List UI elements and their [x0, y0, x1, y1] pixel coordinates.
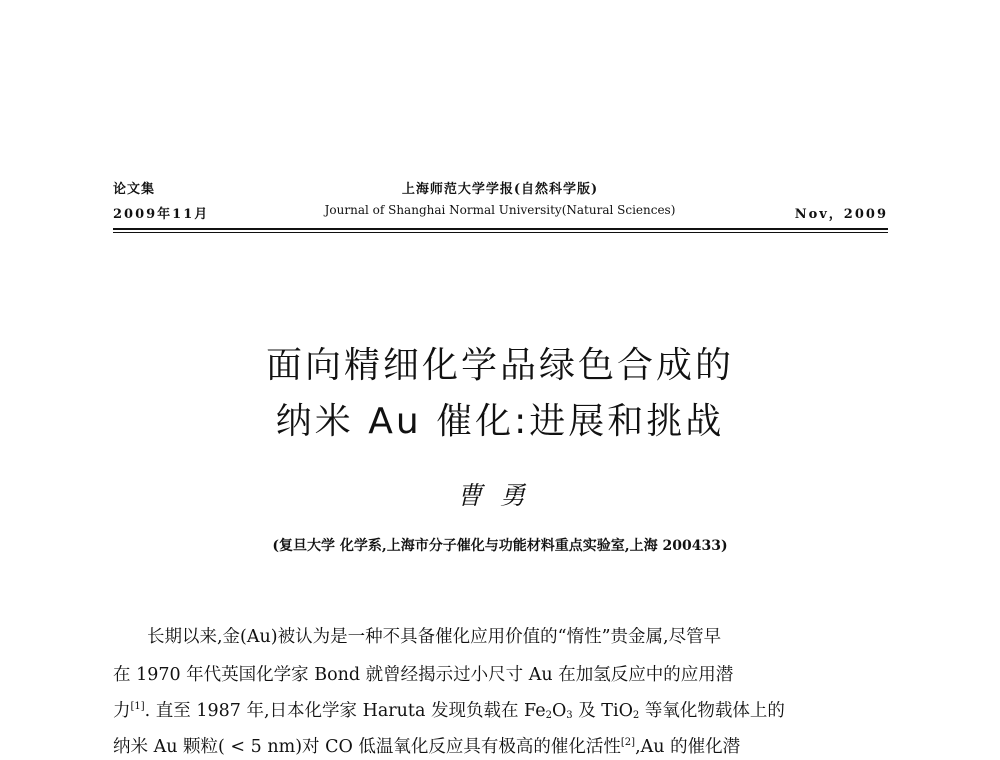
subscript: 2: [632, 710, 640, 721]
body-text-fragment: 等氧化物载体上的: [639, 701, 785, 721]
body-text-line: 在 1970 年代英国化学家 Bond 就曾经揭示过小尺寸 Au 在加氢反应中的应用潜: [113, 665, 734, 685]
citation-ref: [2]: [620, 737, 636, 748]
header-rule-thick: [113, 228, 888, 230]
author-name: 曹勇: [456, 481, 543, 510]
body-text-fragment: ,Au 的催化潜: [635, 737, 741, 757]
citation-ref: [1]: [130, 701, 145, 712]
paper-title-line-1: 面向精细化学品绿色合成的: [265, 345, 734, 386]
subscript: 2: [545, 710, 552, 721]
journal-section-label: 论文集: [113, 182, 156, 197]
body-text-fragment: 及 TiO: [572, 701, 633, 721]
body-text-fragment: . 直至 1987 年,日本化学家 Haruta 发现负载在 Fe: [144, 701, 546, 721]
body-text-fragment: 力: [113, 701, 131, 721]
header-rule-thin: [113, 232, 888, 233]
paper-title-line-2: 纳米 Au 催化:进展和挑战: [275, 401, 725, 442]
issue-date-cn: 2009年11月: [113, 207, 210, 222]
body-text-fragment: 纳米 Au 颗粒( < 5 nm)对 CO 低温氧化反应具有极高的催化活性: [113, 737, 621, 757]
issue-date-en: Nov，2009: [794, 207, 888, 222]
body-text-line: [113, 697, 888, 726]
journal-name-cn: 上海师范大学学报(自然科学版): [401, 182, 599, 197]
body-text-line: [113, 733, 888, 757]
subscript: 3: [566, 710, 573, 721]
body-text-line: 长期以来,金(Au)被认为是一种不具备催化应用价值的“惰性”贵金属,尽管早: [147, 627, 722, 647]
author-affiliation: (复旦大学 化学系,上海市分子催化与功能材料重点实验室,上海 200433): [272, 538, 728, 554]
journal-name-en: Journal of Shanghai Normal University(Natural Sciences): [324, 203, 676, 217]
body-text-fragment: O: [551, 701, 567, 721]
